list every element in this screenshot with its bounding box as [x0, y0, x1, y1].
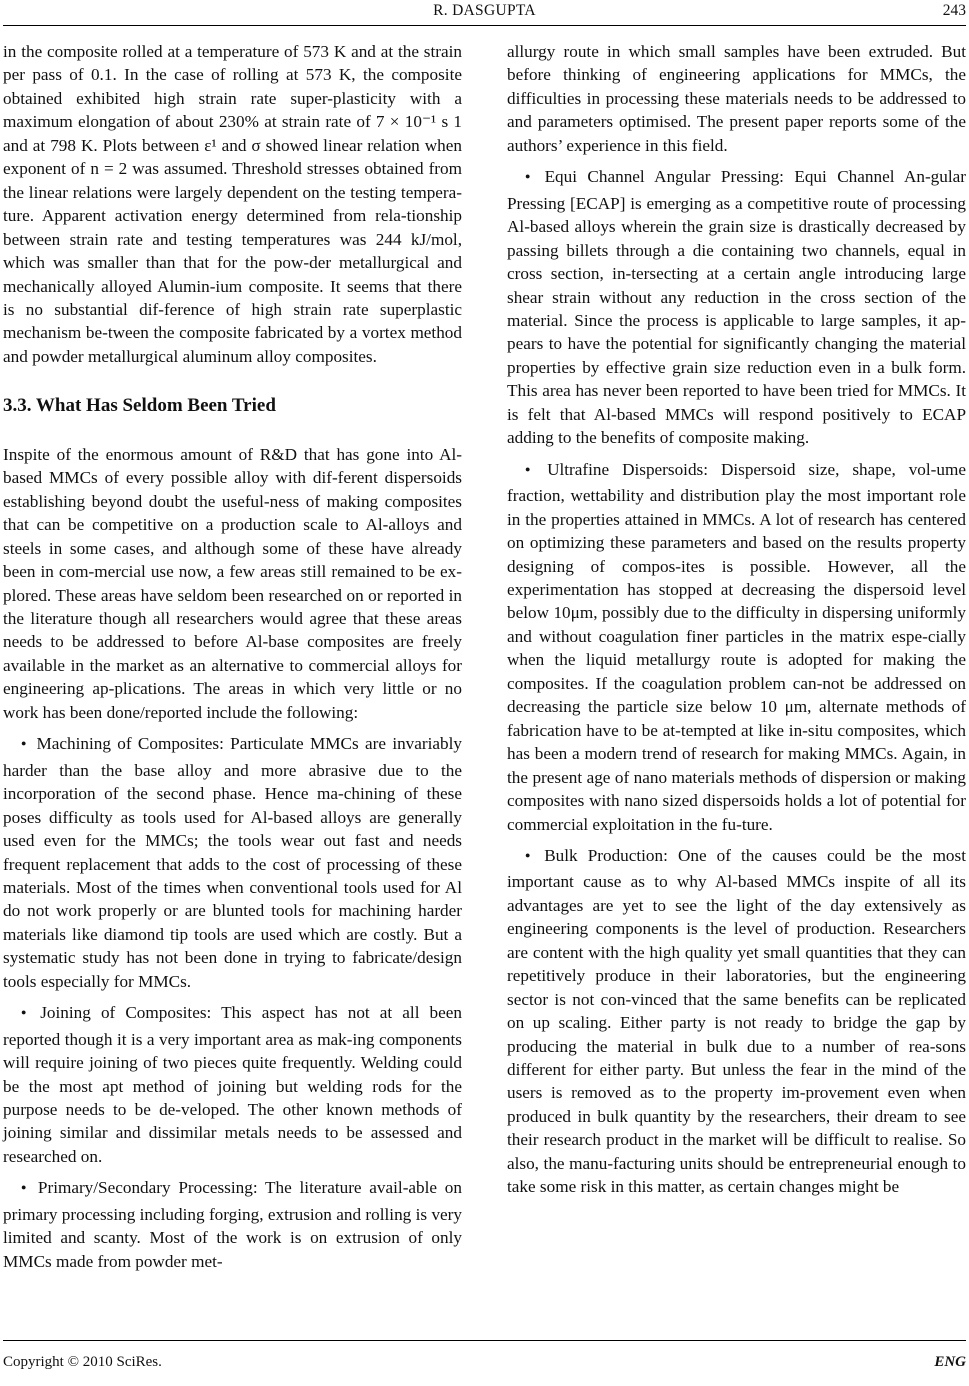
bullet-icon [21, 1178, 38, 1197]
journal-abbreviation: ENG [934, 1354, 966, 1370]
paragraph-continued: in the composite rolled at a temperature of 573 K and at the strain per pass of 0.1. In the case of rolling at 573 K, the composite obtained exhibited high strain rate super-plasticity with a maximum elongation of about 230% at strain rate of 7 × 10⁻¹ s 1 and at 798 K. Plots between ε¹ and σ showed linear relation when exponent of n = 2 was assumed. Threshold stresses obtained from the linear relations were largely dependent on the testing tempera-ture. Apparent activation energy determined from rela-tionship between strain rate and testing temperatures was 244 kJ/mol, which was smaller than that for the pow-der metallurgical and mechanically alloyed Alumin-ium composite. It seems that there is no substantial dif-ference of high strain rate superplastic mechanism be-tween the composite fabricated by a vortex method and powder metallurgical aluminum alloy composites. [3, 42, 462, 366]
bullet-item-joining: ● Joining of Composites: This aspect has not at all been reported though it is a very important area as mak-ing components will require joining of two pieces quite frequently. Welding could be the most apt method of joining but welding rods for the purpose needs to be de-veloped. The other known methods of joining similar and dissimilar metals needs to be assessed and researched on. [3, 1001, 462, 1168]
bullet-icon [525, 460, 547, 479]
left-column [3, 40, 462, 1273]
bullet-item-machining: ● Machining of Composites: Particulate MMCs are invariably harder than the base alloy and more abrasive due to the incorporation of the second phase. Hence ma-chining of these poses difficulty as tools used for Al-based alloys are generally used even for the MMCs; the tools wear out fast and needs frequent replacement that adds to the cost of processing of these materials. Most of the times when conventional tools used for Al do not work properly or are blunted tools for machining harder materials like diamond tip tools are used which are costly. But a systematic study has not been done in trying to fabricate/design tools especially for MMCs. [3, 732, 462, 993]
bullet-icon [21, 734, 36, 753]
bullet-item-ecap: ● Equi Channel Angular Pressing: Equi Channel An-gular Pressing [ECAP] is emerging as a competitive route of processing Al-based alloys wherein the grain size is drastically decreased by passing billets through a die containing two channels, equal in cross section, in-tersecting at a certain angle introducing large shear strain without any reduction in the cross section of the material. Since the process is applicable to large samples, it ap-pears to have the potential for significantly changing the material properties by effective grain size reduction even in a bulk form. This area has never been reported to have been tried for MMCs. It is felt that Al-based MMCs will respond positively to ECAP adding to the benefits of composite making. [507, 165, 966, 449]
bullet-icon [21, 1003, 40, 1022]
bullet-icon [525, 846, 544, 865]
paragraph-continued: allurgy route in which small samples have been extruded. But before thinking of engineering applications for MMCs, the difficulties in processing these materials needs to be addressed to and parameters optimised. The present paper reports some of the authors’ experience in this field. [507, 42, 966, 155]
bullet-item-primary-processing: ● Primary/Secondary Processing: The literature avail-able on primary processing including forging, extrusion and rolling is very limited and scanty. Most of the work is on extrusion of only MMCs made from powder met- [3, 1176, 462, 1273]
bullet-icon [525, 167, 545, 186]
copyright-notice: Copyright © 2010 SciRes. [3, 1354, 162, 1370]
paragraph-intro: Inspite of the enormous amount of R&D that has gone into Al-based MMCs of every possible alloy with dif-ferent dispersoids establishing beyond doubt the useful-ness of making composites that can be competitive on a production scale to Al-alloys and steels in some cases, and although some of these have already been in com-mercial use now, a few areas still remained to be ex-plored. These areas have seldom been researched on or reported in the literature though all researchers would agree that these areas needs to be addressed to before Al-base composites are freely available in the market as an alternative to commercial alloys for engineering ap-plications. The areas in which very little or no work has been done/reported include the following: [3, 444, 462, 722]
right-column [507, 40, 966, 1199]
bullet-item-ultrafine: ● Ultrafine Dispersoids: Dispersoid size, shape, vol-ume fraction, wettability and distribution play the most important role in the properties attained in MMCs. A lot of research has centered on optimizing these parameters and based on the results property designing of compos-ites is possible. However, all the experimentation has stopped at decreasing the dispersoid level below 10μm, possibly due to the difficulty in dispersing uniformly and without coagulation finer particles in the matrix espe-cially when the liquid metallurgy route is adopted for making the composites. If the coagulation problem can-not be addressed on decreasing the particle size below 10 μm, alternate methods of fabrication have to be at-tempted at like in-situ composites, which has been a modern trend of research for making MMCs. Again, in the present age of nano materials methods of dispersion or making composites with nano sized dispersoids holds a lot of potential for commercial exploitation in the fu-ture. [507, 458, 966, 836]
running-header-author: R. DASGUPTA [433, 2, 536, 19]
section-heading: 3.3. What Has Seldom Been Tried [3, 395, 276, 417]
bullet-item-bulk-production: ● Bulk Production: One of the causes could be the most important cause as to why Al-based MMCs inspite of all its advantages are yet to see the light of the day extensively as engineering components is the level of production. Researchers are content with the high quality yet small quantities that they can repetitively produce in their laboratories, but the engineering sector is not con-vinced that the same benefits can be replicated on up scaling. Either party is not ready to bridge the gap by producing the material in bulk due to a number of rea-sons different for either party. But unless the fear in the mind of the users is removed as to the property im-provement even when produced in bulk quantity by the researchers, their dream to see their research product in the market will be difficult to realise. So also, the manu-facturing units should be entrepreneurial enough to take some risk in this matter, as certain changes might be [507, 844, 966, 1199]
footer-divider [3, 1340, 966, 1341]
header-divider [3, 25, 966, 26]
page-number: 243 [942, 2, 966, 19]
